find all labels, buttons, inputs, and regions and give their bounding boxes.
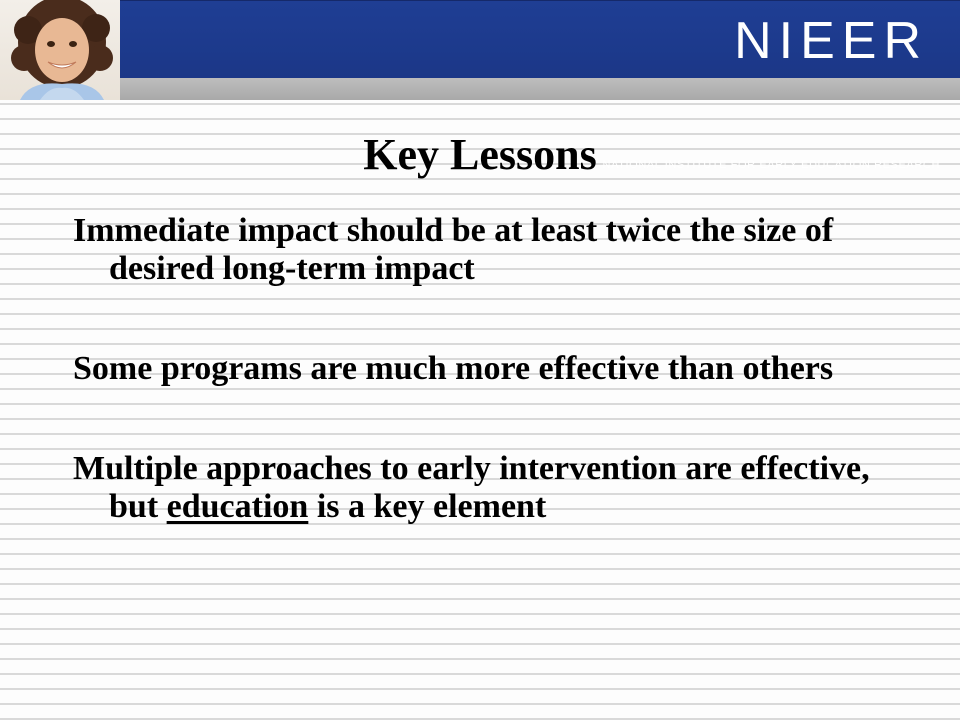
bullet-item: Immediate impact should be at least twice the size of desired long-term impact [73,212,834,287]
underlined-word: education [166,488,309,525]
child-photo-illustration [0,0,120,100]
organization-name: NATIONAL INSTITUTE FOR EARLY EDUCATION RESEARCH [602,159,940,171]
nieer-logo: NIEER [734,12,928,70]
header-blue-band [120,0,960,79]
bullet-item [73,450,873,526]
bullet-item: Some programs are much more effective than others [73,350,834,387]
bullet-list [73,212,873,588]
child-photo [0,0,120,100]
slide-title: Key Lessons [363,130,597,179]
bullet-text: is a key element [308,488,547,525]
bullet-text: Multiple approaches to early intervention are effective, but [73,450,870,525]
